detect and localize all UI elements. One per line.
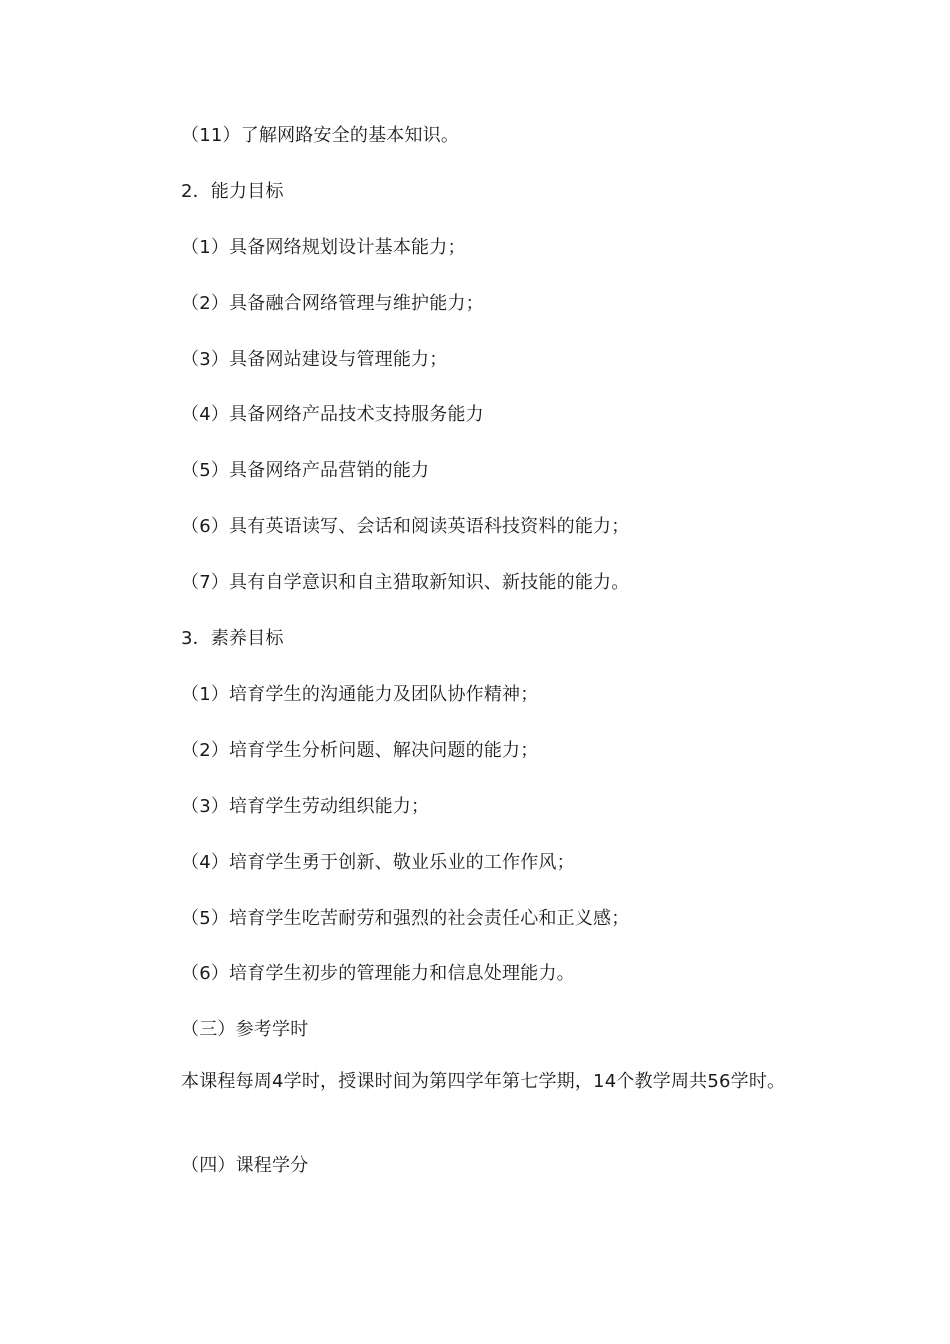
ability-item-6: （6）具有英语读写、会话和阅读英语科技资料的能力； (181, 516, 630, 537)
quality-item-1: （1）培育学生的沟通能力及团队协作精神； (181, 684, 539, 705)
quality-item-6: （6）培育学生初步的管理能力和信息处理能力。 (181, 963, 575, 984)
ability-item-7: （7）具有自学意识和自主猎取新知识、新技能的能力。 (181, 572, 630, 593)
quality-item-3: （3）培育学生劳动组织能力； (181, 796, 430, 817)
ability-item-5: （5）具备网络产品营销的能力 (181, 460, 430, 481)
ability-item-4: （4）具备网络产品技术支持服务能力 (181, 404, 484, 425)
reference-hours-paragraph: 本课程每周4学时，授课时间为第四学年第七学期，14个教学周共56学时。 (181, 1071, 786, 1092)
section-heading-ability-goals: 2．能力目标 (181, 181, 284, 202)
section-heading-reference-hours: （三）参考学时 (181, 1019, 309, 1040)
ability-item-1: （1）具备网络规划设计基本能力； (181, 237, 466, 258)
quality-item-2: （2）培育学生分析问题、解决问题的能力； (181, 740, 539, 761)
objective-item-11: （11）了解网路安全的基本知识。 (181, 125, 460, 146)
ability-item-2: （2）具备融合网络管理与维护能力； (181, 293, 484, 314)
quality-item-5: （5）培育学生吃苦耐劳和强烈的社会责任心和正义感； (181, 908, 630, 929)
section-heading-quality-goals: 3．素养目标 (181, 628, 284, 649)
section-heading-course-credits: （四）课程学分 (181, 1155, 309, 1176)
quality-item-4: （4）培育学生勇于创新、敬业乐业的工作作风； (181, 852, 575, 873)
ability-item-3: （3）具备网站建设与管理能力； (181, 349, 448, 370)
